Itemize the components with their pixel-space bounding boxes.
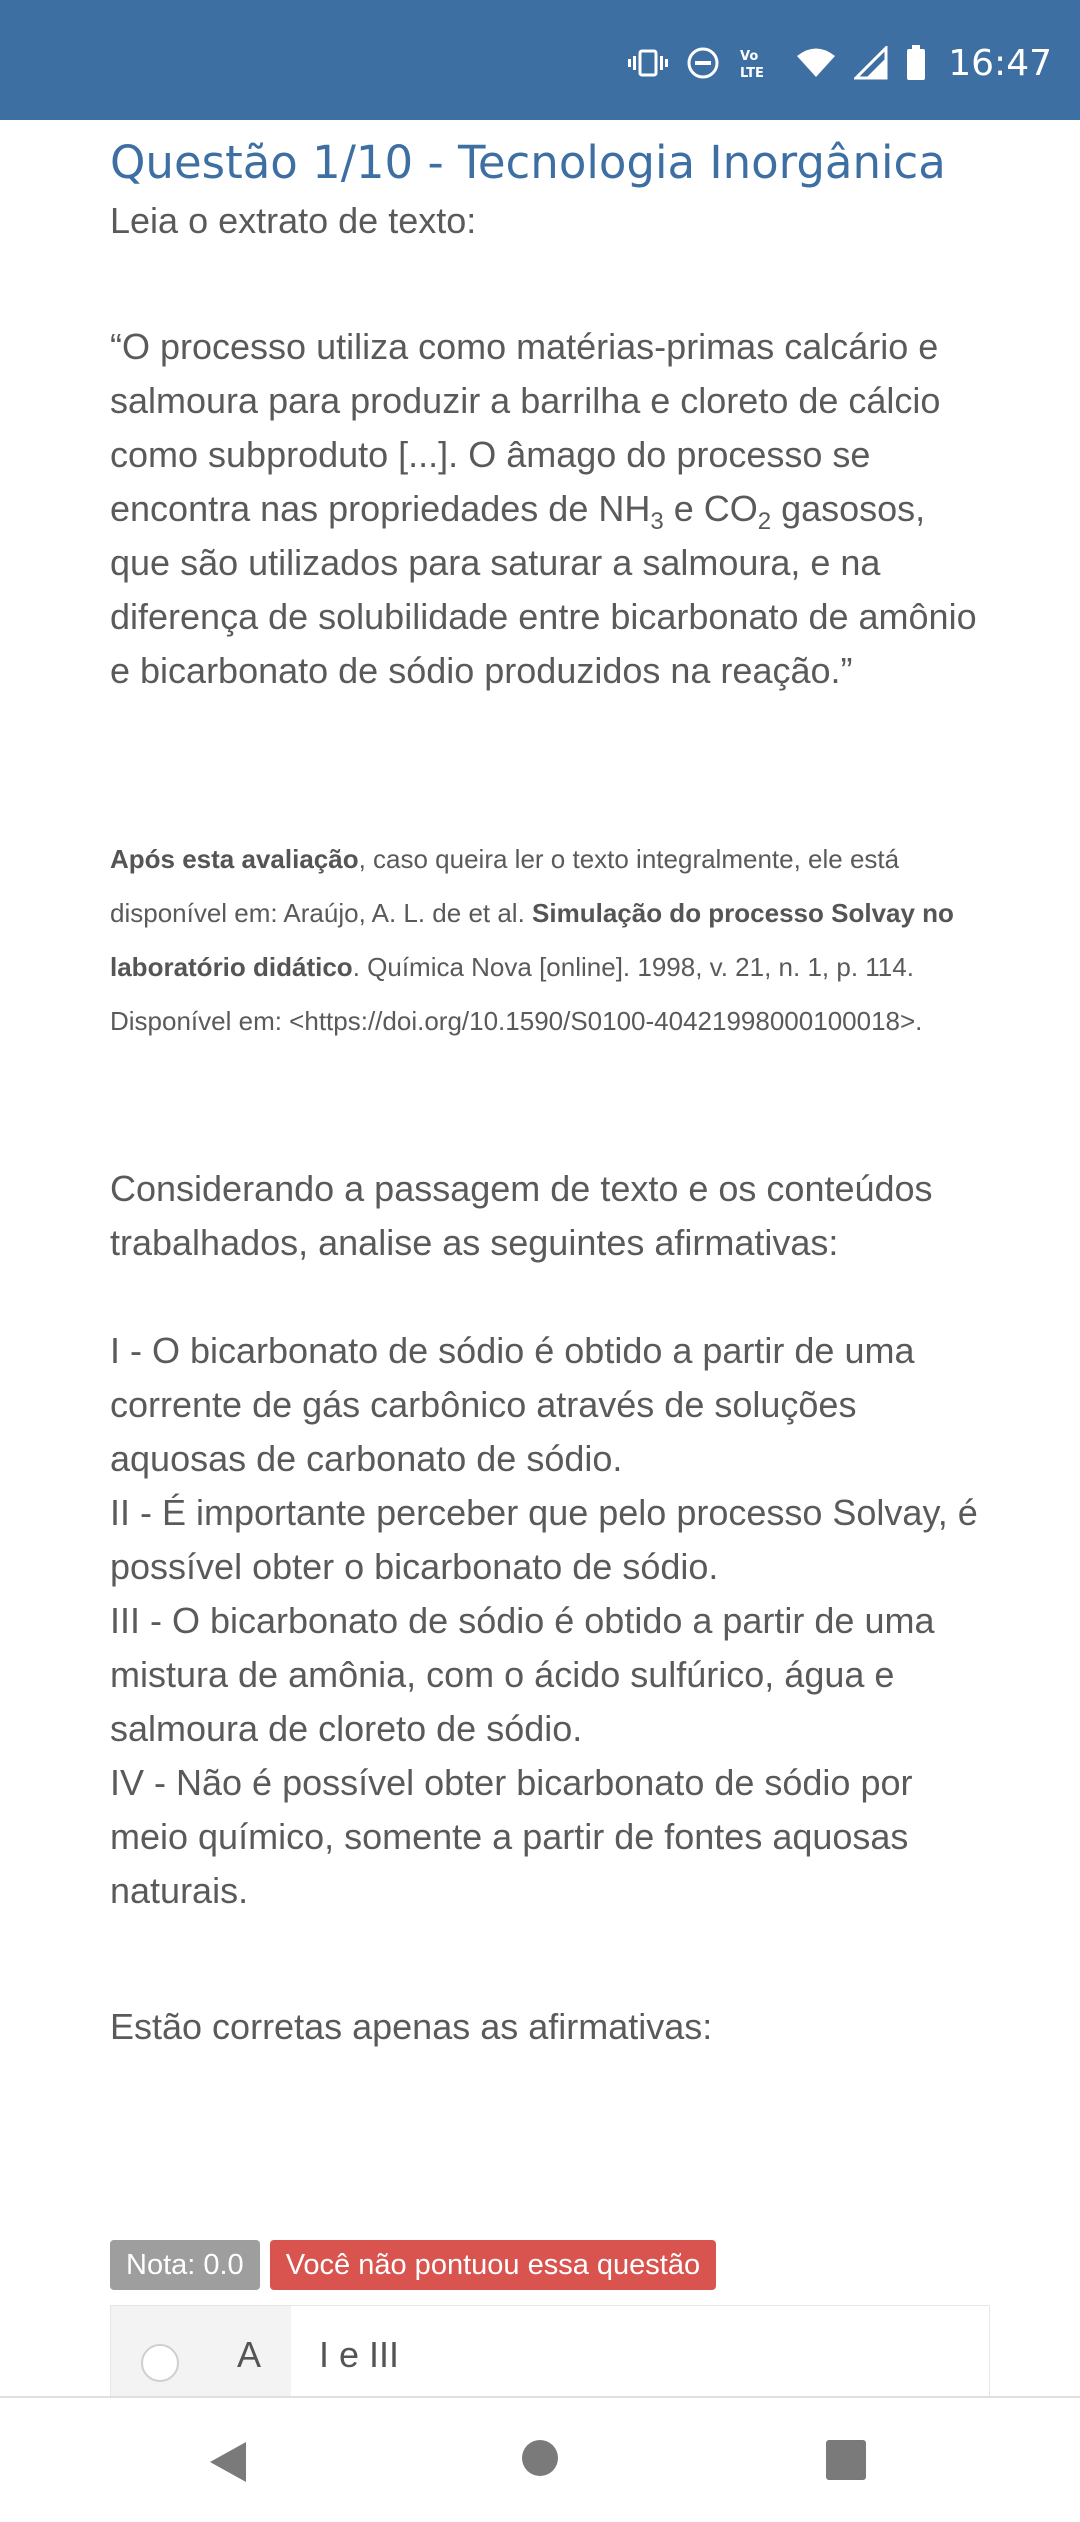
question-title: Questão 1/10 - Tecnologia Inorgânica bbox=[110, 136, 946, 189]
recent-apps-icon[interactable] bbox=[826, 2440, 866, 2480]
citation-bold-2: Simulação do processo Solvay no laboratório didático bbox=[110, 898, 954, 982]
citation-text-2: . Química Nova [online]. 1998, v. 21, n. 1, p. 114. Disponível em: <https://doi.org/10.1590/S0100-40421998000100018>. bbox=[110, 952, 923, 1036]
navigation-bar bbox=[0, 2396, 1080, 2522]
citation bbox=[110, 832, 990, 1048]
svg-text:Vo: Vo bbox=[740, 49, 759, 64]
option-left-cell bbox=[111, 2306, 291, 2402]
volte-lte-icon bbox=[738, 45, 778, 81]
status-bar bbox=[0, 0, 1080, 120]
statement-item: III - O bicarbonato de sódio é obtido a partir de uma mistura de amônia, com o ácido sulfúrico, água e salmoura de cloreto de sódio. bbox=[110, 1600, 935, 1749]
do-not-disturb-icon bbox=[686, 46, 720, 80]
quote-text bbox=[110, 320, 990, 698]
home-icon[interactable] bbox=[522, 2440, 558, 2476]
option-letter: A bbox=[237, 2334, 262, 2375]
vibrate-icon bbox=[628, 48, 668, 78]
option-text: I e III bbox=[319, 2334, 400, 2375]
cell-signal-icon bbox=[854, 46, 888, 80]
clock: 16:47 bbox=[948, 42, 1052, 84]
status-icons bbox=[628, 38, 1052, 88]
citation-text-1: , caso queira ler o texto integralmente, ele está disponível em: Araújo, A. L. de et al. bbox=[110, 844, 900, 928]
statement-item: I - O bicarbonato de sódio é obtido a partir de uma corrente de gás carbônico através de soluções aquosas de carbonato de sódio. bbox=[110, 1330, 915, 1479]
statements-list bbox=[110, 1324, 990, 1918]
radio-button[interactable] bbox=[141, 2344, 179, 2382]
quote-sub-2: 2 bbox=[757, 508, 772, 536]
grade-badges bbox=[110, 2240, 716, 2290]
statement-item: II - É importante perceber que pelo processo Solvay, é possível obter o bicarbonato de sódio. bbox=[110, 1492, 978, 1587]
back-icon[interactable] bbox=[208, 2440, 248, 2489]
quote-part-2: e CO bbox=[663, 488, 758, 529]
question-intro: Leia o extrato de texto: bbox=[110, 200, 477, 241]
svg-text:LTE: LTE bbox=[740, 66, 765, 81]
quote-sub-1: 3 bbox=[650, 508, 664, 536]
statement-item: IV - Não é possível obter bicarbonato de sódio por meio químico, somente a partir de fontes aquosas naturais. bbox=[110, 1762, 913, 1911]
answer-option-a[interactable] bbox=[110, 2305, 990, 2402]
score-badge: Nota: 0.0 bbox=[110, 2240, 260, 2290]
question-prompt: Considerando a passagem de texto e os conteúdos trabalhados, analise as seguintes afirmativas: bbox=[110, 1168, 933, 1263]
wifi-icon bbox=[796, 47, 836, 79]
battery-icon bbox=[906, 45, 926, 81]
quote-part-3: gasosos, que são utilizados para saturar a salmoura, e na diferença de solubilidade entre bicarbonato de amônio e bicarbonato de sódio produzidos na reação.” bbox=[110, 488, 977, 691]
final-prompt: Estão corretas apenas as afirmativas: bbox=[110, 2006, 713, 2047]
citation-bold-1: Após esta avaliação bbox=[110, 844, 359, 874]
status-badge: Você não pontuou essa questão bbox=[270, 2240, 716, 2290]
quote-part-1: “O processo utiliza como matérias-primas calcário e salmoura para produzir a barrilha e cloreto de cálcio como subproduto [...]. O âmago do processo se encontra nas propriedades de NH bbox=[110, 326, 941, 529]
